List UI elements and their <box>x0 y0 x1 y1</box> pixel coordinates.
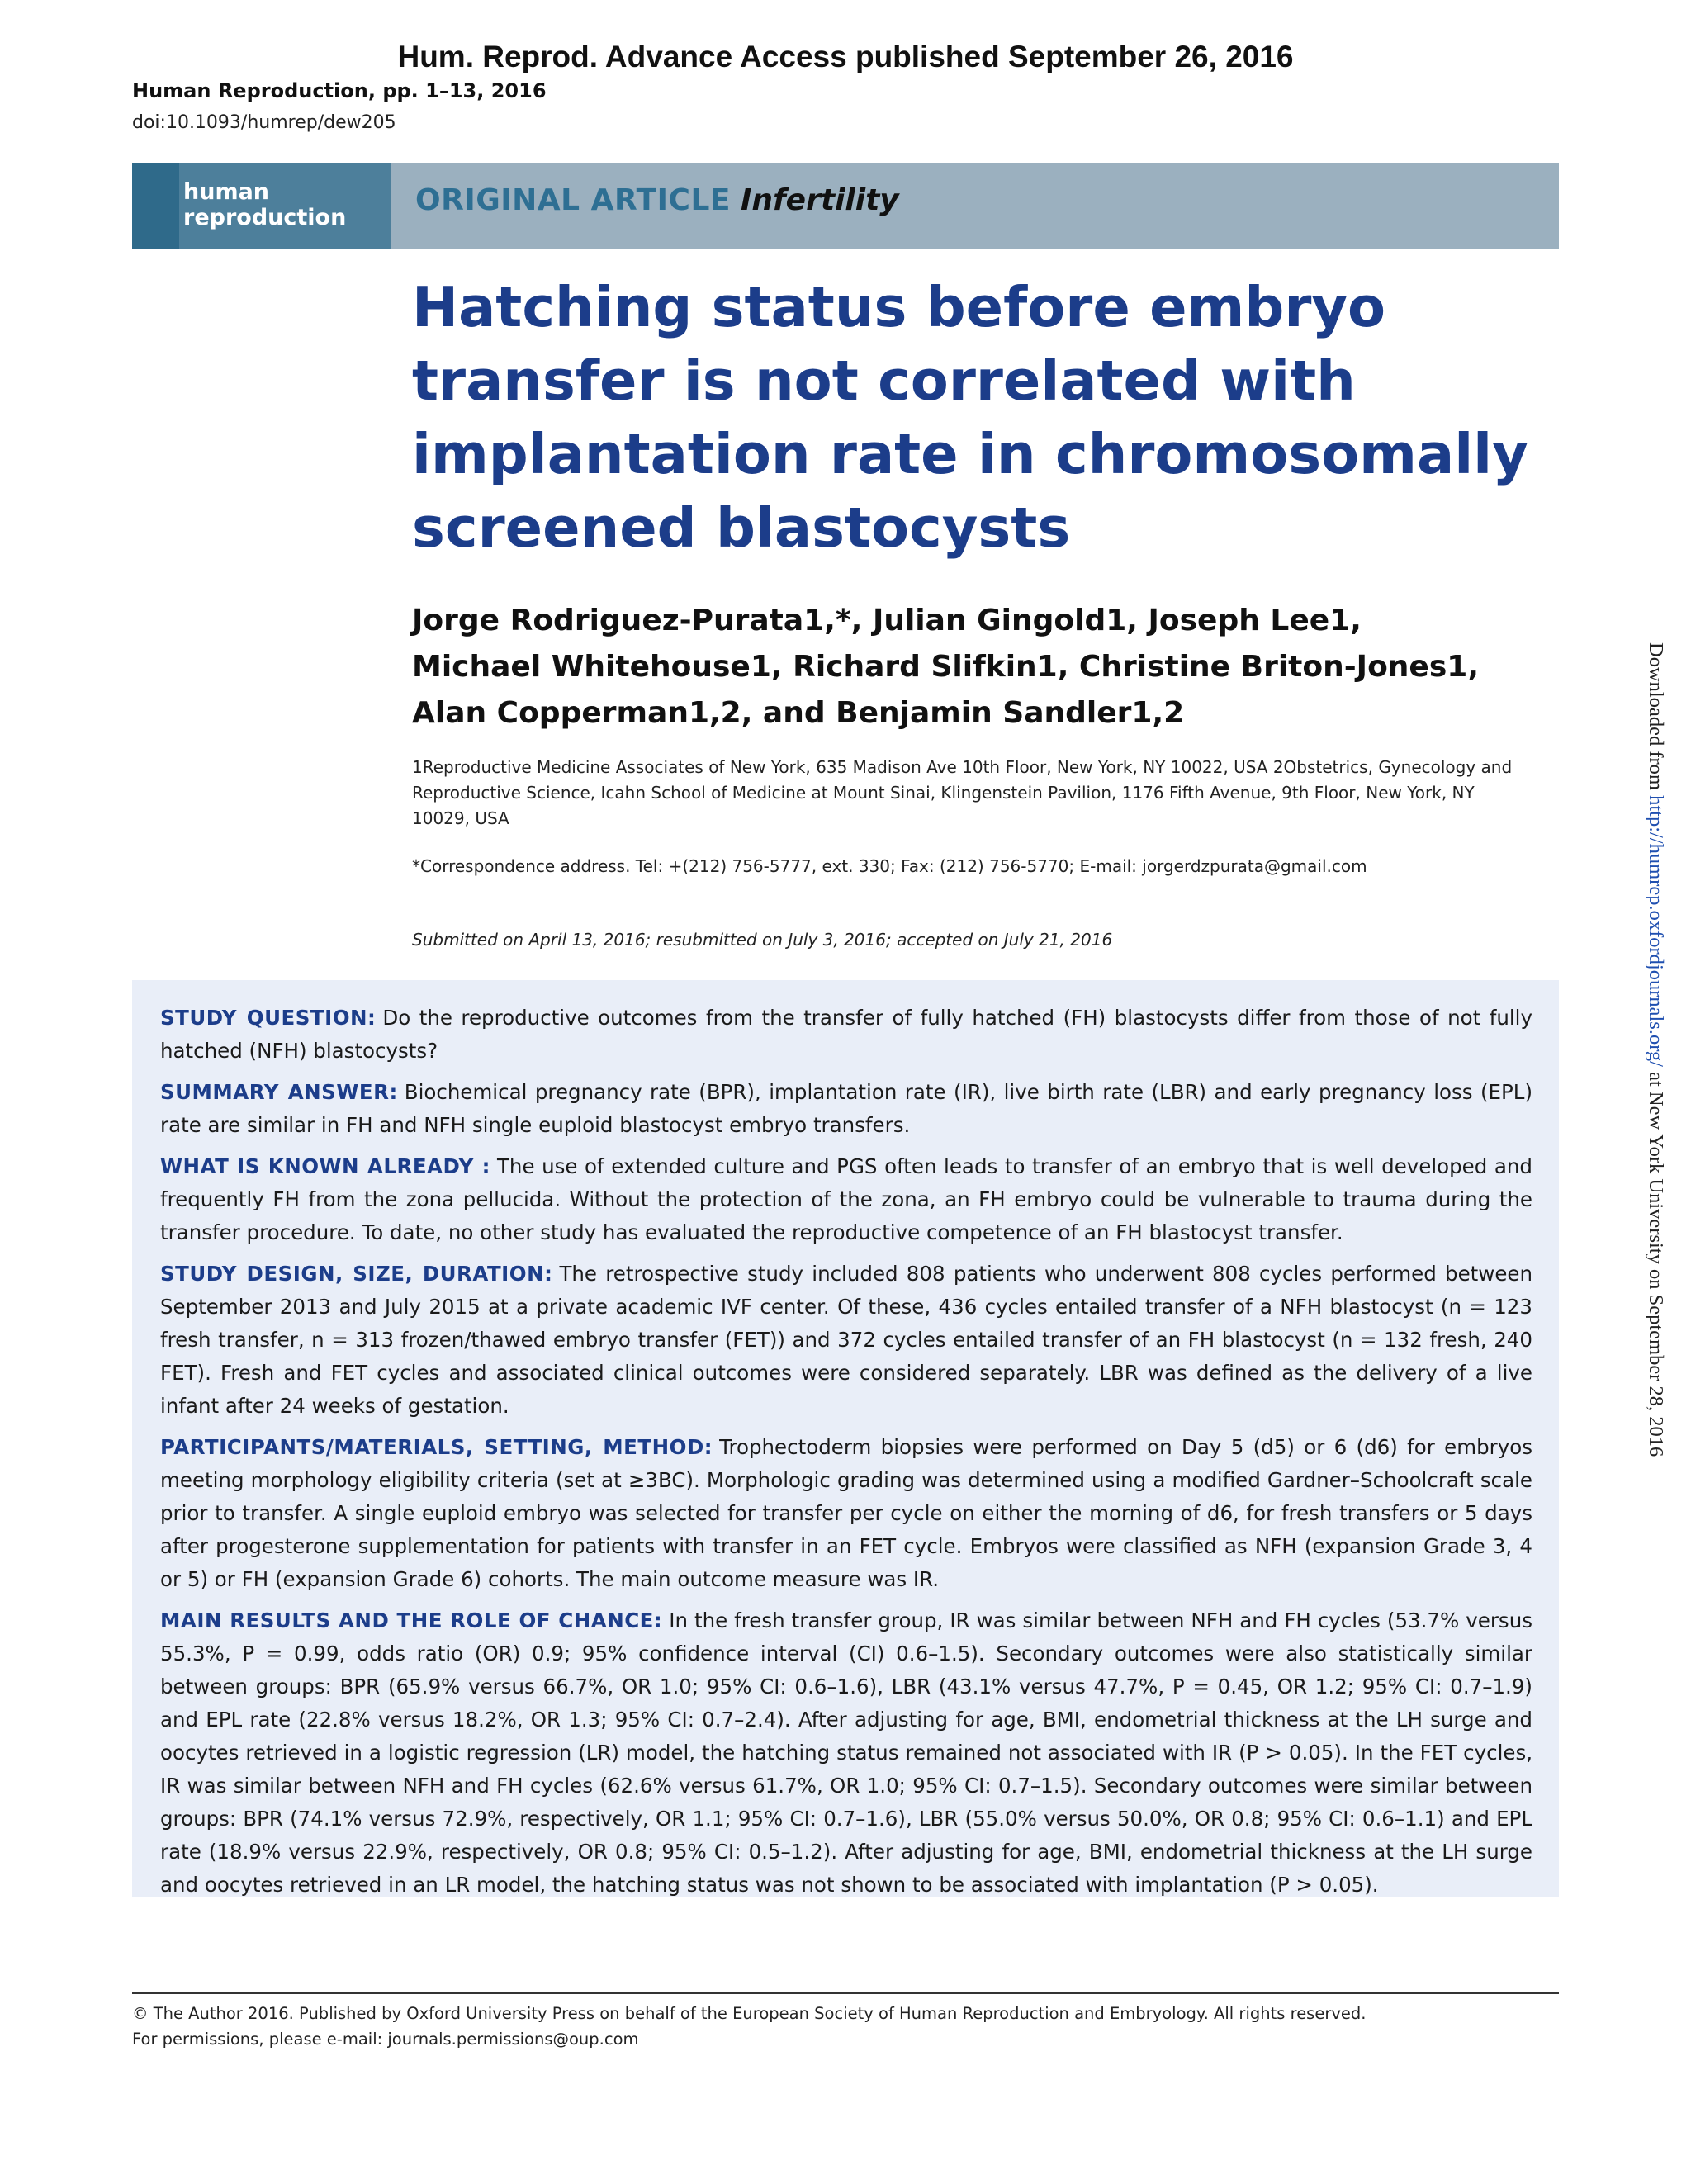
abstract-section <box>160 1604 1532 1902</box>
abstract-label: PARTICIPANTS/MATERIALS, SETTING, METHOD: <box>160 1435 713 1459</box>
journal-site-link[interactable]: http://humrep.oxfordjournals.org/ <box>1645 795 1667 1067</box>
abstract-text: Trophectoderm biopsies were performed on Day 5 (d5) or 6 (d6) for embryos meeting morphology eligibility criteria (set at ≥3BC). Morphologic grading was determined using a modified Gardner–Schoolcraft scale prior to transfer. A single euploid embryo was selected for transfer per cycle on either the morning of d6, for fresh transfers or 5 days after progesterone supplementation for patients with transfer in an FET cycle. Embryos were classified as NFH (expansion Grade 3, 4 or 5) or FH (expansion Grade 6) cohorts. The main outcome measure was IR. <box>160 1435 1532 1591</box>
author-line: Jorge Rodriguez-Purata1,*, Julian Gingold1, Joseph Lee1, <box>412 604 1362 637</box>
download-suffix: at New York University on September 28, 2016 <box>1645 1066 1667 1457</box>
title-line: Hatching status before embryo <box>412 275 1386 339</box>
download-prefix: Downloaded from <box>1645 642 1667 796</box>
submission-dates: Submitted on April 13, 2016; resubmitted on July 3, 2016; accepted on July 21, 2016 <box>412 930 1113 950</box>
abstract-section <box>160 1431 1532 1596</box>
logo-line-2: reproduction <box>183 205 347 230</box>
abstract-text: The retrospective study included 808 patients who underwent 808 cycles performed between September 2013 and July 2015 at a private academic IVF center. Of these, 436 cycles entailed transfer of a NFH blastocyst (n = 123 fresh transfer, n = 313 frozen/thawed embryo transfer (FET)) and 372 cycles entailed transfer of an FH blastocyst (n = 132 fresh, 240 FET). Fresh and FET cycles and associated clinical outcomes were considered separately. LBR was defined as the delivery of a live infant after 24 weeks of gestation. <box>160 1262 1532 1418</box>
copyright-notice: © The Author 2016. Published by Oxford University Press on behalf of the European Society of Human Reproduction and Embryology. All rights reserved. <box>132 2004 1367 2023</box>
author-line: Michael Whitehouse1, Richard Slifkin1, Christine Briton-Jones1, <box>412 650 1479 684</box>
author-list <box>412 598 1568 737</box>
affiliations: 1Reproductive Medicine Associates of New York, 635 Madison Ave 10th Floor, New York, NY 10022, USA 2Obstetrics, Gynecology and Reproductive Science, Icahn School of Medicine at Mount Sinai, Klingenstein Pavilion, 1176 Fifth Avenue, 9th Floor, New York, NY 10029, USA <box>412 757 1513 828</box>
journal-logo <box>132 163 391 249</box>
article-title <box>412 271 1528 565</box>
title-line: implantation rate in chromosomally <box>412 422 1528 486</box>
journal-citation: Human Reproduction, pp. 1–13, 2016 <box>132 79 547 102</box>
abstract-text: Biochemical pregnancy rate (BPR), implantation rate (IR), live birth rate (LBR) and early pregnancy loss (EPL) rate are similar in FH and NFH single euploid blastocyst embryo transfers. <box>160 1080 1533 1137</box>
abstract-section <box>160 1002 1532 1068</box>
abstract-text: Do the reproductive outcomes from the transfer of fully hatched (FH) blastocysts differ from those of not fully hatched (NFH) blastocysts? <box>160 1006 1532 1063</box>
article-type-label: ORIGINAL ARTICLE <box>415 183 731 217</box>
abstract-text: The use of extended culture and PGS often leads to transfer of an embryo that is well developed and frequently FH from the zona pellucida. Without the protection of the zona, an FH embryo could be vulnerable to trauma during the transfer procedure. To date, no other study has evaluated the reproductive competence of an FH blastocyst transfer. <box>160 1154 1532 1244</box>
footer-divider <box>132 1992 1559 1994</box>
download-watermark <box>1637 642 1674 1542</box>
abstract-label: STUDY QUESTION: <box>160 1006 377 1030</box>
correspondence-address: *Correspondence address. Tel: +(212) 756-5777, ext. 330; Fax: (212) 756-5770; E-mail: jorgerdzpurata@gmail.com <box>412 856 1367 876</box>
title-line: screened blastocysts <box>412 495 1071 560</box>
article-type <box>415 183 899 217</box>
abstract-text: In the fresh transfer group, IR was similar between NFH and FH cycles (53.7% versus 55.3%, P = 0.99, odds ratio (OR) 0.9; 95% confidence interval (CI) 0.6–1.5). Secondary outcomes were also statistically similar between groups: BPR (65.9% versus 66.7%, OR 1.0; 95% CI: 0.6–1.6), LBR (43.1% versus 47.7%, P = 0.45, OR 1.2; 95% CI: 0.7–1.9) and EPL rate (22.8% versus 18.2%, OR 1.3; 95% CI: 0.7–2.4). After adjusting for age, BMI, endometrial thickness at the LH surge and oocytes retrieved in a logistic regression (LR) model, the hatching status remained not associated with IR (P > 0.05). In the FET cycles, IR was similar between NFH and FH cycles (62.6% versus 61.7%, OR 1.0; 95% CI: 0.7–1.5). Secondary outcomes were similar between groups: BPR (74.1% versus 72.9%, respectively, OR 1.1; 95% CI: 0.7–1.6), LBR (55.0% versus 50.0%, OR 0.8; 95% CI: 0.6–1.1) and EPL rate (18.9% versus 22.9%, respectively, OR 0.8; 95% CI: 0.5–1.2). After adjusting for age, BMI, endometrial thickness at the LH surge and oocytes retrieved in an LR model, the hatching status was not shown to be associated with implantation (P > 0.05). <box>160 1608 1532 1897</box>
author-line: Alan Copperman1,2, and Benjamin Sandler1,2 <box>412 696 1185 730</box>
article-subtype: Infertility <box>741 183 899 217</box>
logo-line-1: human <box>183 179 270 205</box>
doi: doi:10.1093/humrep/dew205 <box>132 112 396 133</box>
abstract-label: SUMMARY ANSWER: <box>160 1080 398 1104</box>
abstract-label: STUDY DESIGN, SIZE, DURATION: <box>160 1262 553 1286</box>
structured-abstract <box>132 980 1559 1897</box>
abstract-label: MAIN RESULTS AND THE ROLE OF CHANCE: <box>160 1608 663 1632</box>
abstract-section <box>160 1076 1532 1142</box>
abstract-label: WHAT IS KNOWN ALREADY : <box>160 1154 490 1178</box>
title-line: transfer is not correlated with <box>412 348 1356 413</box>
abstract-section <box>160 1258 1532 1423</box>
advance-access-line: Hum. Reprod. Advance Access published September 26, 2016 <box>397 40 1294 73</box>
article-banner <box>132 163 1559 249</box>
abstract-section <box>160 1150 1532 1249</box>
permissions-notice: For permissions, please e-mail: journals.permissions@oup.com <box>132 2030 639 2049</box>
